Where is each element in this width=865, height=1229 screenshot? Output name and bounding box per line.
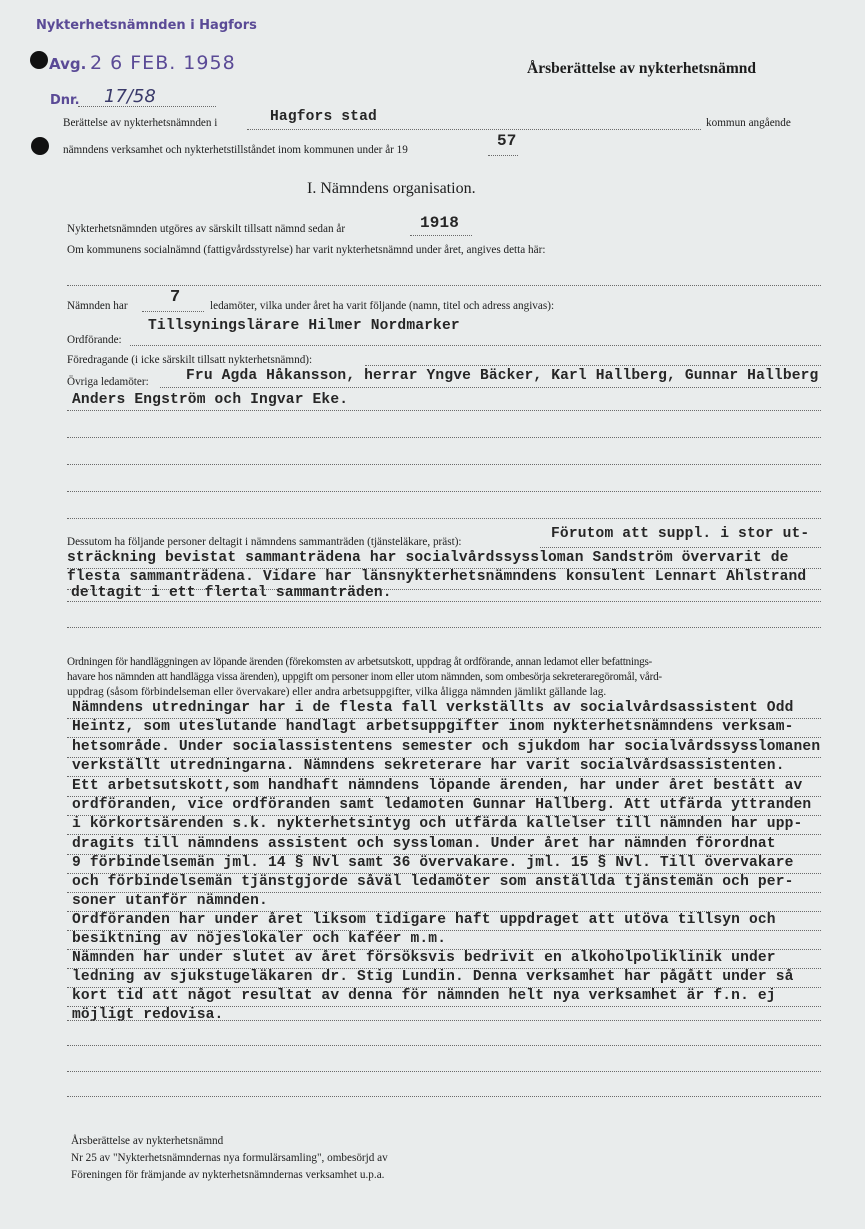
stamp-office: Nykterhetsnämnden i Hagfors	[36, 18, 257, 33]
members-instruction: ledamöter, vilka under året ha varit följande (namn, titel och adress angivas):	[210, 300, 555, 312]
procedure-answer-2: Heintz, som uteslutande handlagt arbetsuppgifter inom nykterhetsnämndens verksam-	[72, 719, 794, 735]
stamp-date: 2 6 FEB. 1958	[90, 52, 236, 74]
procedure-question-2: havare hos nämnden att handlägga vissa ärenden), uppgift om personer inom eller utom nämnden, som ombesörja sekreteraregöromål, vård-	[67, 671, 662, 683]
participants-line-1: Förutom att suppl. i stor ut-	[551, 526, 810, 542]
answer-line-12	[67, 930, 821, 931]
dnr-number: 17/58	[104, 86, 156, 107]
procedure-answer-8: dragits till nämndens assistent och syssloman. Under året har nämnden förordnat	[72, 836, 776, 852]
procedure-answer-4: verkställt utredningarna. Nämndens sekreterare har varit socialvårdsassistenten.	[72, 758, 785, 774]
form-title: Årsberättelse av nykterhetsnämnd	[527, 60, 757, 77]
rapporteur-label: Föredragande (i icke särskilt tillsatt nykterhetsnämnd):	[67, 354, 313, 366]
social-board-label: Om kommunens socialnämnd (fattigvårdsstyrelse) har varit nykterhetsnämnd under året, angives detta här:	[67, 244, 546, 256]
answer-line-3	[67, 757, 821, 758]
answer-line-4	[67, 776, 821, 777]
answer-line-6	[67, 815, 821, 816]
procedure-answer-3: hetsområde. Under socialassistentens semester och sjukdom har socialvårdssysslomanen	[72, 739, 821, 755]
established-year: 1918	[420, 214, 460, 232]
participants-line-3: flesta sammanträdena. Vidare har länsnykterhetsnämndens konsulent Lennart Ahlstrand	[67, 569, 807, 585]
established-label: Nykterhetsnämnden utgöres av särskilt tillsatt nämnd sedan år	[67, 223, 346, 235]
others-line-6	[67, 518, 821, 519]
answer-line-15	[67, 987, 821, 988]
year-label: nämndens verksamhet och nykterhetstillståndet inom kommunen under år 19	[63, 144, 408, 156]
participants-label: Dessutom ha följande personer deltagit i nämndens sammanträden (tjänsteläkare, präst):	[67, 536, 462, 548]
report-label: Berättelse av nykterhetsnämnden i	[63, 117, 218, 129]
social-board-line	[67, 285, 821, 286]
established-line	[410, 235, 472, 236]
others-label: Övriga ledamöter:	[67, 376, 149, 388]
rapporteur-line	[365, 365, 821, 366]
others-line-2	[67, 410, 821, 411]
answer-line-18	[67, 1045, 821, 1046]
footer-title: Årsberättelse av nykterhetsnämnd	[71, 1135, 224, 1147]
procedure-answer-6: ordföranden, vice ordföranden samt ledamoten Gunnar Hallberg. Att utfärda yttranden	[72, 797, 812, 813]
others-value-line2: Anders Engström och Ingvar Eke.	[72, 392, 349, 408]
procedure-answer-13: besiktning av nöjeslokaler och kaféer m.m.	[72, 931, 447, 947]
punch-hole-top	[30, 51, 48, 69]
others-line-1	[160, 387, 821, 388]
procedure-answer-7: i körkortsärenden s.k. nykterhetsintyg och utfärda kallelser till nämnden har upp-	[72, 816, 803, 832]
others-line-3	[67, 437, 821, 438]
procedure-answer-5: Ett arbetsutskott,som handhaft nämndens löpande ärenden, har under året bestått av	[72, 778, 803, 794]
footer-form-number: Nr 25 av "Nykterhetsnämndernas nya formulärsamling", ombesörjd av	[71, 1152, 388, 1164]
others-line-5	[67, 491, 821, 492]
procedure-answer-10: och förbindelsemän tjänstgjorde såväl ledamöter som anställda tjänstemän och per-	[72, 874, 794, 890]
answer-line-2	[67, 737, 821, 738]
members-count: 7	[170, 288, 181, 307]
footer-publisher: Föreningen för främjande av nykterhetsnämndernas verksamhet u.p.a.	[71, 1169, 385, 1181]
answer-line-8	[67, 854, 821, 855]
answer-line-1	[67, 718, 821, 719]
procedure-answer-1: Nämndens utredningar har i de flesta fall verkställts av socialvårdsassistent Odd	[72, 700, 794, 716]
answer-line-16	[67, 1006, 821, 1007]
answer-line-5	[67, 796, 821, 797]
procedure-question-3: uppdrag (såsom förbindelseman eller övervakare) eller andra arbetsuppgifter, vilka åligga nämnden jämlikt gällande lag.	[67, 686, 607, 698]
procedure-answer-17: möjligt redovisa.	[72, 1007, 224, 1023]
municipality-value: Hagfors stad	[270, 109, 377, 125]
chair-line	[130, 345, 821, 346]
section-heading: I. Nämndens organisation.	[307, 180, 476, 197]
punch-hole-middle	[31, 137, 49, 155]
answer-line-9	[67, 873, 821, 874]
municipality-line	[247, 129, 701, 130]
participants-line-2: sträckning bevistat sammanträdena har socialvårdssyssloman Sandström övervarit de	[67, 550, 789, 566]
answer-line-20	[67, 1096, 821, 1097]
answer-line-7	[67, 834, 821, 835]
answer-line-10	[67, 892, 821, 893]
procedure-answer-14: Nämnden har under slutet av året försöksvis bedrivit en alkoholpoliklinik under	[72, 950, 776, 966]
year-line	[488, 155, 518, 156]
concerning-label: kommun angående	[706, 117, 791, 129]
stamp-dnr-prefix: Dnr.	[50, 93, 80, 108]
chair-value: Tillsyningslärare Hilmer Nordmarker	[148, 318, 460, 334]
participants-dotline-5	[67, 627, 821, 628]
procedure-answer-11: soner utanför nämnden.	[72, 893, 268, 909]
procedure-answer-15: ledning av sjukstugeläkaren dr. Stig Lundin. Denna verksamhet har pågått under så	[72, 969, 794, 985]
procedure-answer-9: 9 förbindelsemän jml. 14 § Nvl samt 36 övervakare. jml. 15 § Nvl. Till övervakare	[72, 855, 794, 871]
answer-line-19	[67, 1071, 821, 1072]
answer-line-17	[67, 1020, 821, 1021]
participants-line-4: deltagit i ett flertal sammanträden.	[71, 585, 392, 601]
procedure-question-1: Ordningen för handläggningen av löpande ärenden (förekomsten av arbetsutskott, uppdrag åt ordförande, annan ledamot eller befattnings-	[67, 656, 653, 668]
chair-label: Ordförande:	[67, 334, 122, 346]
others-value-line1: Fru Agda Håkansson, herrar Yngve Bäcker, Karl Hallberg, Gunnar Hallberg	[186, 368, 819, 384]
participants-dotline-1	[540, 547, 821, 548]
others-line-4	[67, 464, 821, 465]
answer-line-14	[67, 968, 821, 969]
answer-line-11	[67, 911, 821, 912]
procedure-answer-12: Ordföranden har under året liksom tidigare haft uppdraget att utöva tillsyn och	[72, 912, 776, 928]
year-value: 57	[497, 132, 517, 150]
members-count-line	[142, 311, 204, 312]
procedure-answer-16: kort tid att något resultat av denna för nämnden helt nya verksamhet är f.n. ej	[72, 988, 776, 1004]
members-label: Nämnden har	[67, 300, 128, 312]
stamp-date-prefix: Avg.	[49, 55, 87, 73]
participants-dotline-4	[67, 601, 821, 602]
answer-line-13	[67, 949, 821, 950]
